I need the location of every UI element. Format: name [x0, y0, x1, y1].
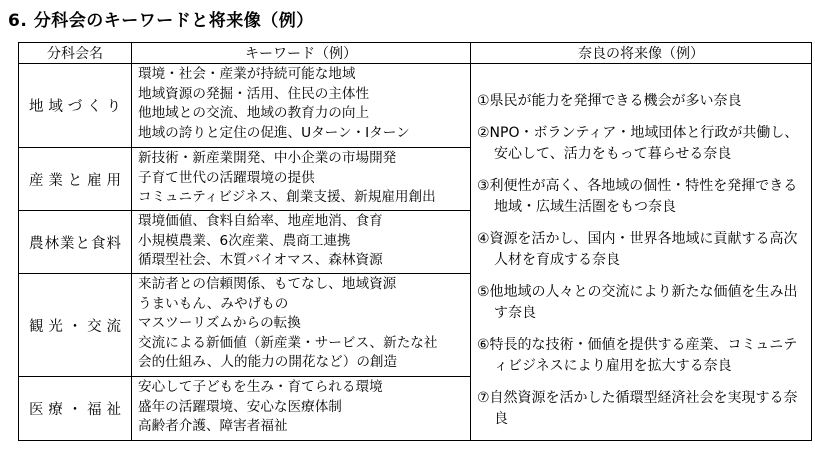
vision-list [477, 91, 803, 430]
keyword-line: 子育て世代の活躍環境の提供 [138, 169, 315, 186]
header-vision: 奈良の将来像（例） [471, 43, 812, 64]
category-label: 医療・福祉 [29, 402, 121, 418]
vision-item: ④資源を活かし、国内・世界各地域に貢献する高次人材を育成する奈良 [477, 231, 798, 268]
vision-item: ⑤他地域の人々との交流により新たな価値を生み出す奈良 [477, 284, 798, 321]
category-cell [19, 148, 132, 211]
keyword-line: 新技術・新産業開発、中小企業の市場開発 [138, 150, 397, 166]
section-title: 6. 分科会のキーワードと将来像（例） [8, 11, 314, 31]
keyword-line: 地域資源の発掘・活用、住民の主体性 [138, 85, 370, 102]
keyword-line: 安心して子どもを生み・育てられる環境 [138, 379, 383, 395]
header-category: 分科会名 [19, 43, 132, 64]
keyword-line: 環境価値、食料自給率、地産地消、食育 [138, 213, 383, 229]
vision-item: ⑥特長的な技術・価値を提供する産業、コミュニティビジネスにより雇用を拡大する奈良 [477, 337, 798, 374]
keyword-line: 高齢者介護、障害者福祉 [138, 418, 288, 435]
keyword-line: 小規模農業、6次産業、農商工連携 [138, 232, 351, 249]
keyword-line: 他地域との交流、地域の教育力の向上 [138, 105, 370, 122]
category-label: 地域づくり [29, 99, 121, 115]
keyword-line: 来訪者との信頼関係、もてなし、地域資源 [138, 276, 397, 292]
category-cell [19, 377, 132, 441]
category-label: 産業と雇用 [29, 172, 121, 189]
vision-item: ①県民が能力を発揮できる機会が多い奈良 [477, 93, 742, 109]
keywords-cell [132, 211, 471, 274]
table-row [19, 64, 812, 148]
keyword-line: 会的仕組み、人的能力の開花など）の創造 [138, 354, 398, 371]
keywords-cell [132, 148, 471, 211]
vision-item: ③利便性が高く、各地域の個性・特性を発揮できる地域・広域生活圏をもつ奈良 [477, 178, 798, 215]
keyword-line: 環境・社会・産業が持続可能な地域 [138, 66, 356, 82]
keyword-vision-table [18, 42, 812, 441]
category-cell [19, 274, 132, 377]
keyword-line: 交流による新価値（新産業・サービス、新たな社 [138, 334, 438, 351]
vision-cell [471, 64, 812, 441]
table-header-row [19, 43, 812, 64]
keyword-line: うまいもん、みやげもの [138, 295, 289, 312]
keyword-line: コミュニティビジネス、創業支援、新規雇用創出 [138, 189, 436, 206]
vision-item: ⑦自然資源を活かした循環型経済社会を実現する奈良 [477, 390, 798, 427]
keywords-cell [132, 274, 471, 377]
keyword-line: 循環型社会、木質バイオマス、森林資源 [138, 252, 383, 269]
category-cell [19, 211, 132, 274]
keywords-cell [132, 64, 471, 148]
category-label: 農林業と食料 [29, 235, 121, 252]
keywords-cell [132, 377, 471, 441]
vision-item: ②NPO・ボランティア・地域団体と行政が共働し、安心して、活力をもって暮らせる奈良 [477, 125, 799, 162]
keyword-line: 地域の誇りと定住の促進、Uターン・Iターン [138, 124, 410, 141]
header-keywords: キーワード（例） [132, 43, 471, 64]
category-label: 観光・交流 [29, 318, 121, 335]
keyword-line: マスツーリズムからの転換 [138, 315, 301, 332]
keyword-line: 盛年の活躍環境、安心な医療体制 [138, 398, 342, 415]
category-cell [19, 64, 132, 148]
